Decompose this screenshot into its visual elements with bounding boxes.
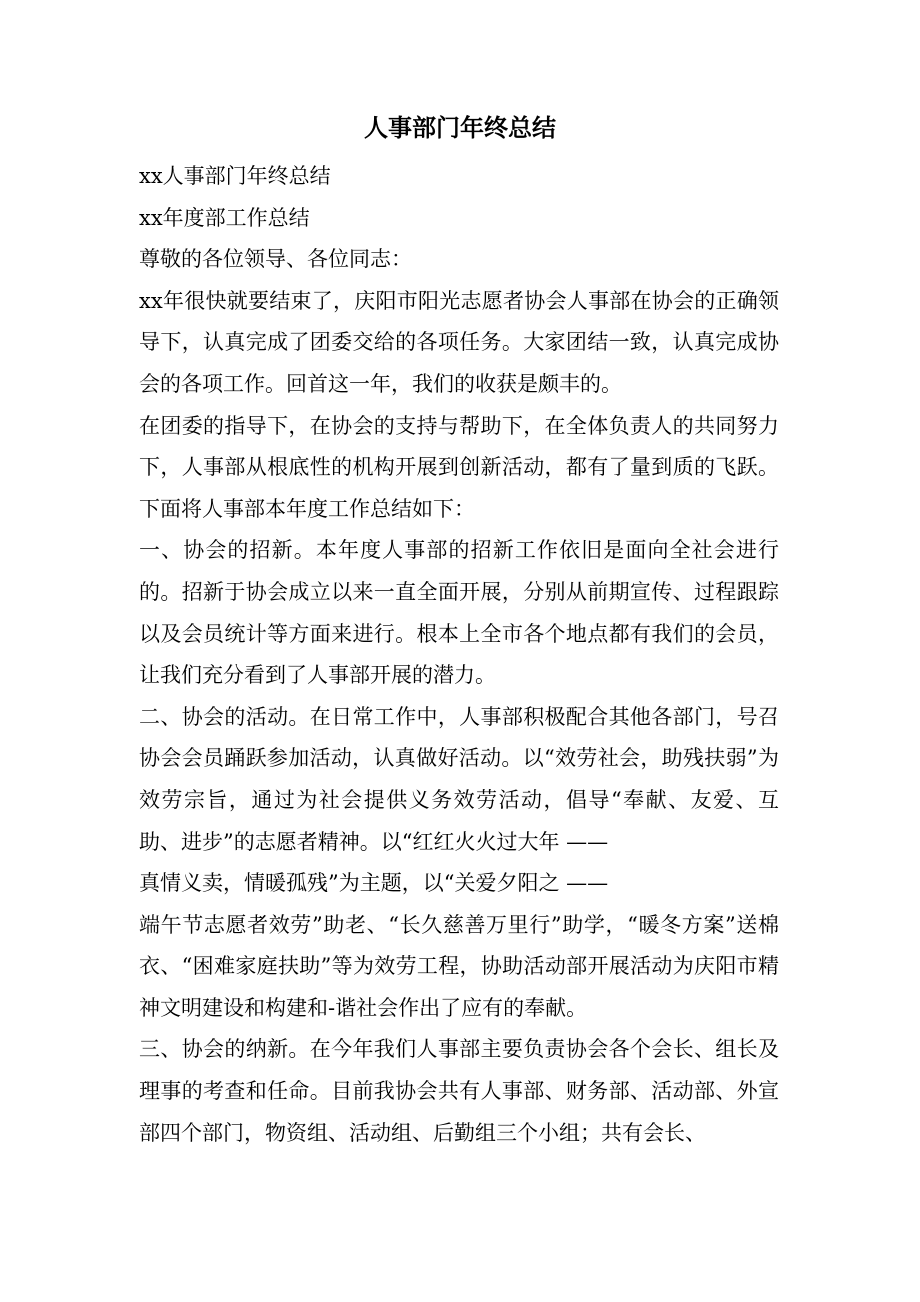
paragraph: xx年很快就要结束了，庆阳市阳光志愿者协会人事部在协会的正确领导下，认真完成了团委交给的各项任务。大家团结一致，认真完成协会的各项工作。回首这一年，我们的收获是颇丰的。 [139,288,779,396]
paragraph: 三、协会的纳新。在今年我们人事部主要负责协会各个会长、组长及理事的考查和任命。目前我协会共有人事部、财务部、活动部、外宣部四个部门，物资组、活动组、后勤组三个小组；共有会长、 [139,1037,779,1145]
salutation: 尊敬的各位领导、各位同志： [139,247,412,272]
subtitle-line: xx人事部门年终总结 [139,164,331,188]
document-title: 人事部门年终总结 [364,113,556,142]
paragraph: 在团委的指导下，在协会的支持与帮助下，在全体负责人的共同努力下，人事部从根底性的机构开展到创新活动，都有了量到质的飞跃。下面将人事部本年度工作总结如下： [139,413,779,521]
paragraph: 端午节志愿者效劳”助老、“长久慈善万里行”助学，“暖冬方案”送棉衣、“困难家庭扶助”等为效劳工程，协助活动部开展活动为庆阳市精神文明建设和构建和-谐社会作出了应有的奉献。 [139,912,779,1020]
paragraph: 一、协会的招新。本年度人事部的招新工作依旧是面向全社会进行的。招新于协会成立以来一直全面开展，分别从前期宣传、过程跟踪以及会员统计等方面来进行。根本上全市各个地点都有我们的会员，让我们充分看到了人事部开展的潜力。 [139,538,779,688]
paragraph: 真情义卖，情暖孤残”为主题，以“关爱夕阳之 —— [139,871,609,896]
subtitle-line: xx年度部工作总结 [139,205,310,230]
document-body [139,156,779,1154]
paragraph: 二、协会的活动。在日常工作中，人事部积极配合其他各部门，号召协会会员踊跃参加活动，认真做好活动。以“效劳社会，助残扶弱”为效劳宗旨，通过为社会提供义务效劳活动，倡导“奉献、友爱、互助、进步”的志愿者精神。以“红红火火过大年 —— [139,704,779,854]
